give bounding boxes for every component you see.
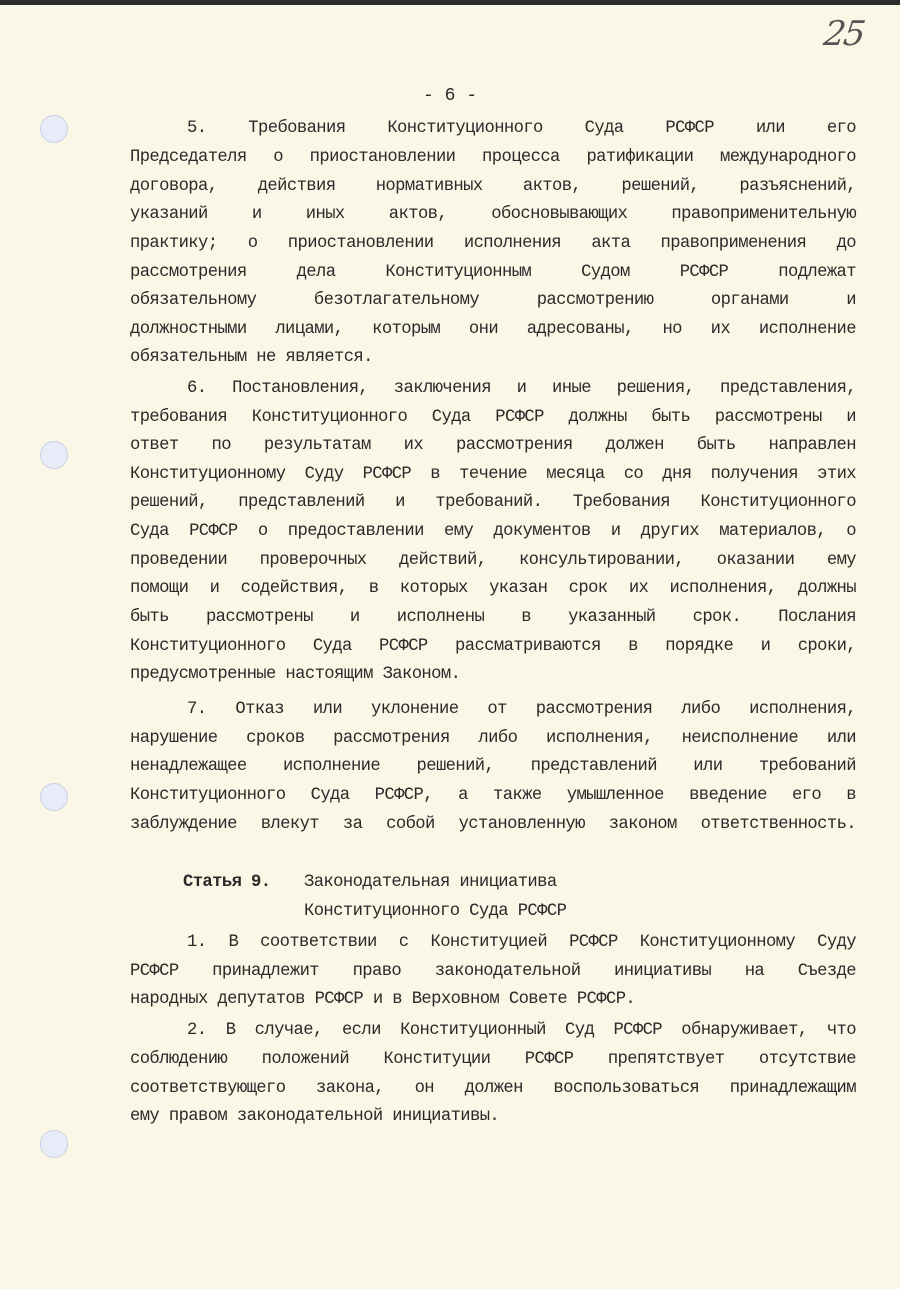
- punch-hole: [40, 115, 68, 143]
- text-line: заблуждение влекут за собой установленную законом ответственность.: [130, 815, 856, 834]
- text-line: должностными лицами, которым они адресованы, но их исполнение: [130, 320, 856, 339]
- text-line: практику; о приостановлении исполнения акта правоприменения до: [130, 234, 856, 253]
- text-line: решений, представлений и требований. Требования Конституционного: [130, 493, 856, 512]
- text-line: договора, действия нормативных актов, решений, разъяснений,: [130, 177, 856, 196]
- text-line: 6. Постановления, заключения и иные решения, представления,: [187, 379, 856, 398]
- article-label: Статья 9.: [183, 873, 271, 892]
- text-line: ненадлежащее исполнение решений, представлений или требований: [130, 757, 856, 776]
- text-line: Конституционному Суду РСФСР в течение месяца со дня получения этих: [130, 465, 856, 484]
- text-line: Конституционного Суда РСФСР рассматриваются в порядке и сроки,: [130, 637, 856, 656]
- text-line: рассмотрения дела Конституционным Судом РСФСР подлежат: [130, 263, 856, 282]
- text-line: 2. В случае, если Конституционный Суд РСФСР обнаруживает, что: [187, 1021, 856, 1040]
- text-line: помощи и содействия, в которых указан срок их исполнения, должны: [130, 579, 856, 598]
- punch-hole: [40, 783, 68, 811]
- text-line: Конституционного Суда РСФСР, а также умышленное введение его в: [130, 786, 856, 805]
- text-line: 5. Требования Конституционного Суда РСФСР или его: [187, 119, 856, 138]
- punch-hole: [40, 441, 68, 469]
- text-line: 1. В соответствии с Конституцией РСФСР Конституционному Суду: [187, 933, 856, 952]
- article-title-line: Законодательная инициатива: [304, 873, 557, 892]
- text-line: Председателя о приостановлении процесса ратификации международного: [130, 148, 856, 167]
- text-line: требования Конституционного Суда РСФСР должны быть рассмотрены и: [130, 408, 856, 427]
- page-number: - 6 -: [422, 86, 477, 106]
- handwritten-page-number: 25: [821, 14, 867, 54]
- text-line: обязательным не является.: [130, 348, 373, 367]
- text-line: быть рассмотрены и исполнены в указанный срок. Послания: [130, 608, 856, 627]
- text-line: РСФСР принадлежит право законодательной инициативы на Съезде: [130, 962, 856, 981]
- text-line: указаний и иных актов, обосновывающих правоприменительную: [130, 205, 856, 224]
- punch-hole: [40, 1130, 68, 1158]
- text-line: предусмотренные настоящим Законом.: [130, 665, 461, 684]
- text-line: проведении проверочных действий, консультировании, оказании ему: [130, 551, 856, 570]
- text-line: 7. Отказ или уклонение от рассмотрения либо исполнения,: [187, 700, 856, 719]
- text-line: народных депутатов РСФСР и в Верховном Совете РСФСР.: [130, 990, 636, 1009]
- scan-top-edge: [0, 0, 900, 5]
- article-title-line: Конституционного Суда РСФСР: [304, 902, 567, 921]
- text-line: ответ по результатам их рассмотрения должен быть направлен: [130, 436, 856, 455]
- text-line: обязательному безотлагательному рассмотрению органами и: [130, 291, 856, 310]
- text-line: соблюдению положений Конституции РСФСР препятствует отсутствие: [130, 1050, 856, 1069]
- text-line: ему правом законодательной инициативы.: [130, 1107, 500, 1126]
- text-line: Суда РСФСР о предоставлении ему документов и других материалов, о: [130, 522, 856, 541]
- text-line: нарушение сроков рассмотрения либо исполнения, неисполнение или: [130, 729, 856, 748]
- text-line: соответствующего закона, он должен воспользоваться принадлежащим: [130, 1079, 856, 1098]
